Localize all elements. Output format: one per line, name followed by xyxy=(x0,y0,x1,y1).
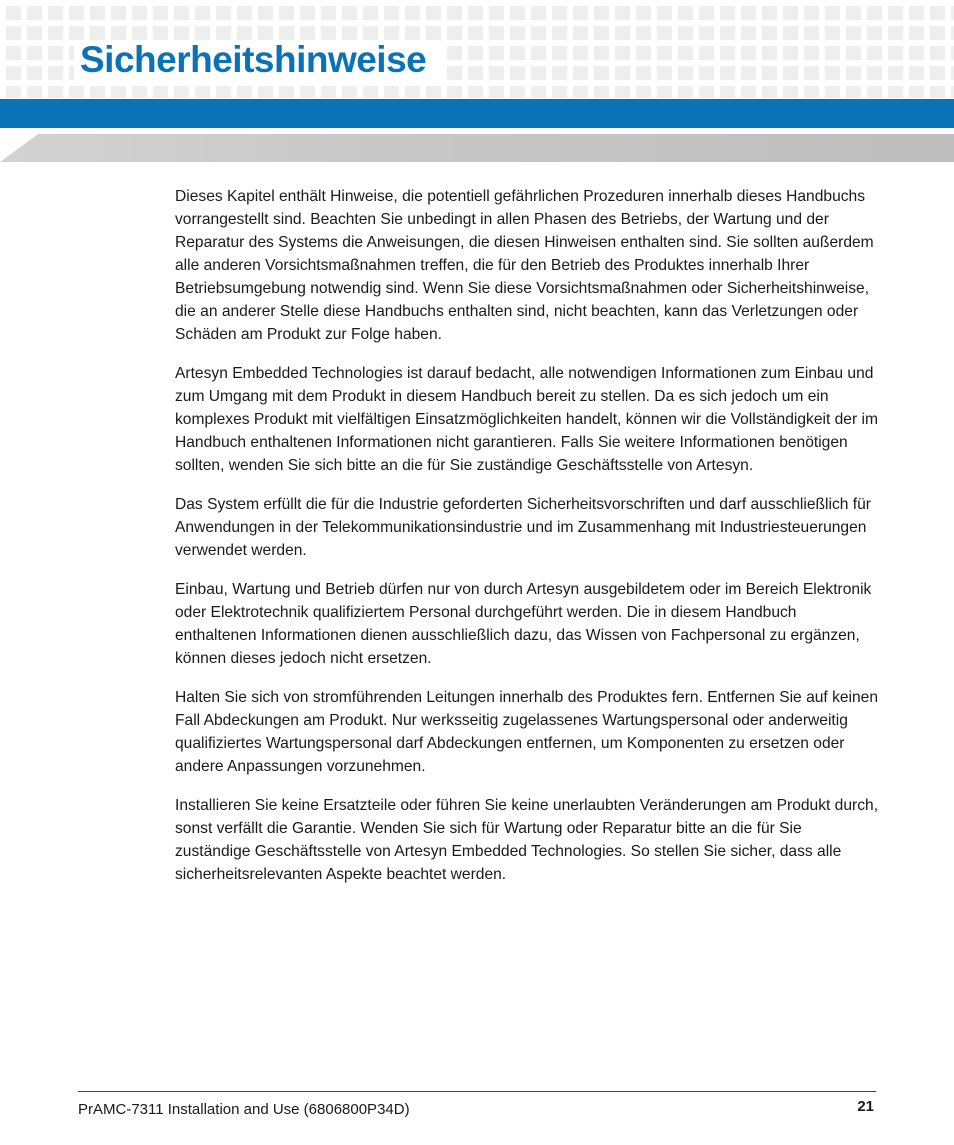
footer-page-number: 21 xyxy=(857,1098,874,1115)
paragraph-5: Halten Sie sich von stromführenden Leitungen innerhalb des Produktes fern. Entfernen Sie auf keinen Fall Abdeckungen am Produkt. Nur werksseitig zugelassenes Wartungspersonal oder anderweitig qualifiziertes Wartungspersonal darf Abdeckungen entfernen, um Komponenten zu ersetzen oder andere Anpassungen vorzunehmen. xyxy=(175,689,879,775)
footer-document-title: PrAMC-7311 Installation and Use (6806800P34D) xyxy=(78,1101,410,1118)
body-content xyxy=(175,185,880,902)
paragraph-1: Dieses Kapitel enthält Hinweise, die potentiell gefährlichen Prozeduren innerhalb dieses Handbuchs vorrangestellt sind. Beachten Sie unbedingt in allen Phasen des Betriebs, der Wartung und der Reparatur des Systems die Anweisungen, die diesen Hinweisen enthalten sind. Sie sollten außerdem alle anderen Vorsichtsmaßnahmen treffen, die für den Betrieb des Produktes innerhalb Ihrer Betriebsumgebung notwendig sind. Wenn Sie diese Vorsichtsmaßnahmen oder Sicherheitshinweise, die an anderer Stelle diese Handbuchs enthalten sind, nicht beachten, kann das Verletzungen oder Schäden am Produkt zur Folge haben. xyxy=(175,188,874,343)
header-blue-bar xyxy=(0,99,954,128)
paragraph-2: Artesyn Embedded Technologies ist darauf bedacht, alle notwendigen Informationen zum Einbau und zum Umgang mit dem Produkt in diesem Handbuch bereit zu stellen. Da es sich jedoch um ein komplexes Produkt mit vielfältigen Einsatzmöglichkeiten handelt, können wir die Vollständigkeit der im Handbuch enthaltenen Informationen nicht garantieren. Falls Sie weitere Informationen benötigen sollten, wenden Sie sich bitte an die für Sie zuständige Geschäftsstelle von Artesyn. xyxy=(175,365,878,474)
paragraph-4: Einbau, Wartung und Betrieb dürfen nur von durch Artesyn ausgebildetem oder im Bereich Elektronik oder Elektrotechnik qualifiziertem Personal durchgeführt werden. Die in diesem Handbuch enthaltenen Informationen dienen ausschließlich dazu, das Wissen von Fachpersonal zu ergänzen, können dieses jedoch nicht ersetzen. xyxy=(175,581,872,667)
page-title: Sicherheitshinweise xyxy=(80,39,427,80)
footer-rule xyxy=(78,1091,876,1092)
paragraph-3: Das System erfüllt die für die Industrie geforderten Sicherheitsvorschriften und darf ausschließlich für Anwendungen in der Telekommunikationsindustrie und im Zusammenhang mit Industriesteuerungen verwendet werden. xyxy=(175,496,871,559)
header-grey-band xyxy=(0,134,954,162)
paragraph-6: Installieren Sie keine Ersatzteile oder führen Sie keine unerlaubten Veränderungen am Produkt durch, sonst verfällt die Garantie. Wenden Sie sich für Wartung oder Reparatur bitte an die für Sie zuständige Geschäftsstelle von Artesyn Embedded Technologies. So stellen Sie sicher, dass alle sicherheitsrelevanten Aspekte beachtet werden. xyxy=(175,797,879,883)
